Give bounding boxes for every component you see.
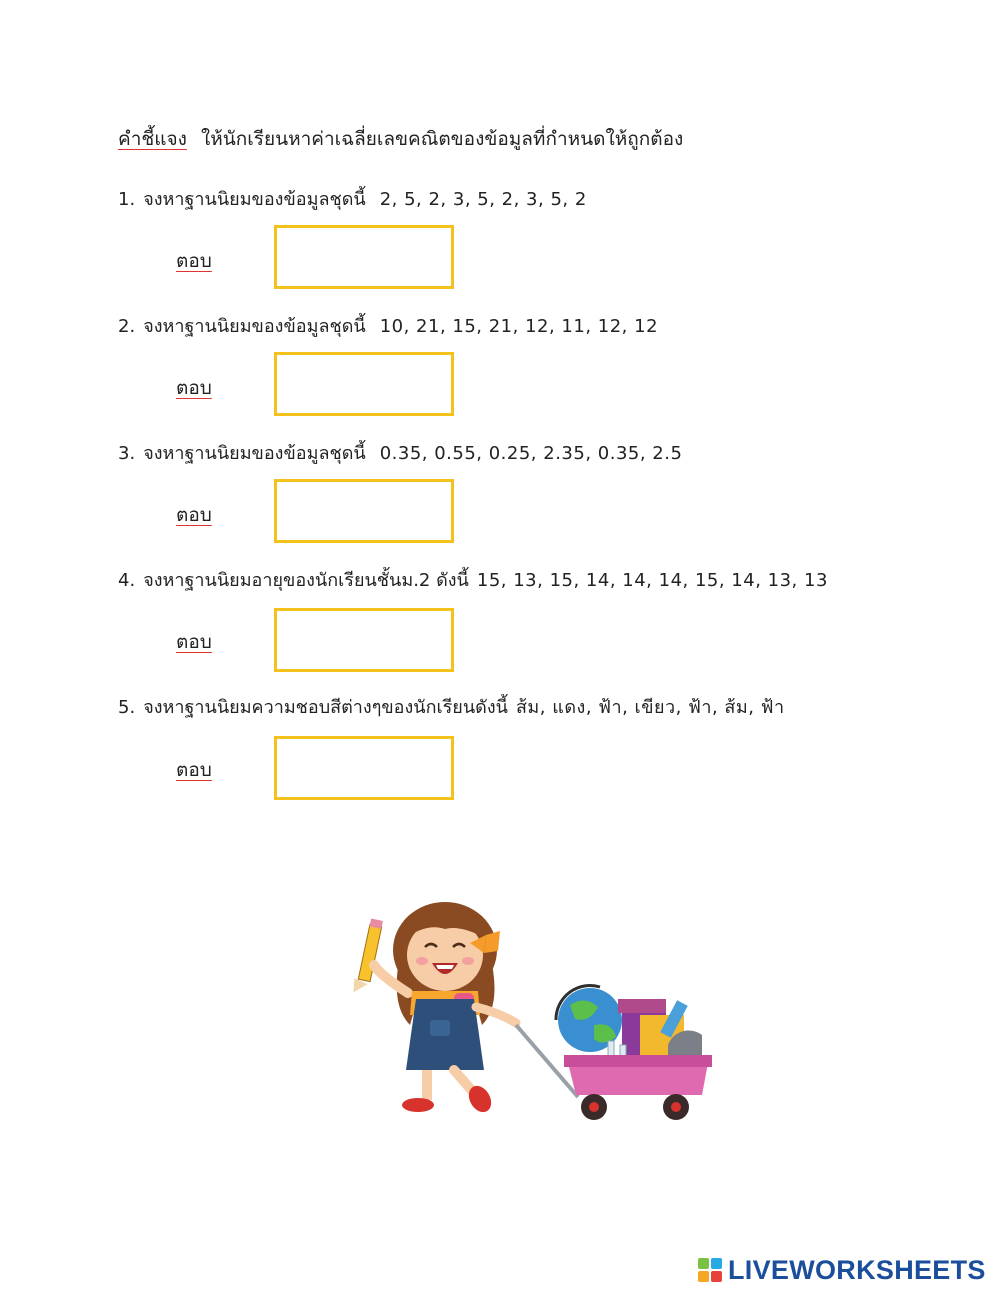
liveworksheets-logo: [698, 1252, 986, 1288]
instruction-label: คำชี้แจง: [118, 128, 187, 150]
pencil-icon: [351, 918, 382, 994]
question-values: 15, 13, 15, 14, 14, 14, 15, 14, 13, 13: [476, 570, 828, 591]
question-number: 2.: [118, 316, 136, 337]
question-2: [118, 311, 658, 340]
question-values: 10, 21, 15, 21, 12, 11, 12, 12: [379, 316, 659, 337]
question-text: จงหาฐานนิยมอายุของนักเรียนชั้นม.2 ดังนี้: [143, 570, 469, 591]
logo-mark-cell: [711, 1258, 722, 1269]
question-1: [118, 184, 587, 213]
logo-mark-icon: [698, 1258, 722, 1282]
question-values: 2, 5, 2, 3, 5, 2, 3, 5, 2: [379, 189, 587, 210]
question-3: [118, 438, 682, 467]
question-number: 4.: [118, 570, 136, 591]
logo-mark-cell: [698, 1271, 709, 1282]
answer-box-2[interactable]: [274, 352, 454, 416]
question-number: 5.: [118, 697, 136, 718]
question-number: 1.: [118, 189, 136, 210]
answer-box-5[interactable]: [274, 736, 454, 800]
question-text: จงหาฐานนิยมของข้อมูลชุดนี้: [143, 316, 366, 337]
answer-box-1[interactable]: [274, 225, 454, 289]
answer-label-1: ตอบ: [176, 250, 212, 272]
question-4: [118, 565, 828, 594]
answer-box-4[interactable]: [274, 608, 454, 672]
question-values: ส้ม, แดง, ฟ้า, เขียว, ฟ้า, ส้ม, ฟ้า: [515, 697, 785, 718]
instruction: [118, 124, 683, 154]
answer-label-3: ตอบ: [176, 504, 212, 526]
answer-label-2: ตอบ: [176, 377, 212, 399]
logo-text: LIVEWORKSHEETS: [728, 1254, 986, 1285]
question-text: จงหาฐานนิยมของข้อมูลชุดนี้: [143, 189, 366, 210]
answer-label-4: ตอบ: [176, 631, 212, 653]
question-text: จงหาฐานนิยมของข้อมูลชุดนี้: [143, 443, 366, 464]
question-5: [118, 692, 785, 721]
answer-label-5: ตอบ: [176, 759, 212, 781]
logo-mark-cell: [698, 1258, 709, 1269]
question-values: 0.35, 0.55, 0.25, 2.35, 0.35, 2.5: [379, 443, 683, 464]
question-number: 3.: [118, 443, 136, 464]
answer-box-3[interactable]: [274, 479, 454, 543]
instruction-text: ให้นักเรียนหาค่าเฉลี่ยเลขคณิตของข้อมูลที่กำหนดให้ถูกต้อง: [200, 128, 684, 150]
question-text: จงหาฐานนิยมความชอบสีต่างๆของนักเรียนดังนี้: [143, 697, 508, 718]
logo-mark-cell: [711, 1271, 722, 1282]
girl-wagon-illustration: [350, 895, 720, 1135]
